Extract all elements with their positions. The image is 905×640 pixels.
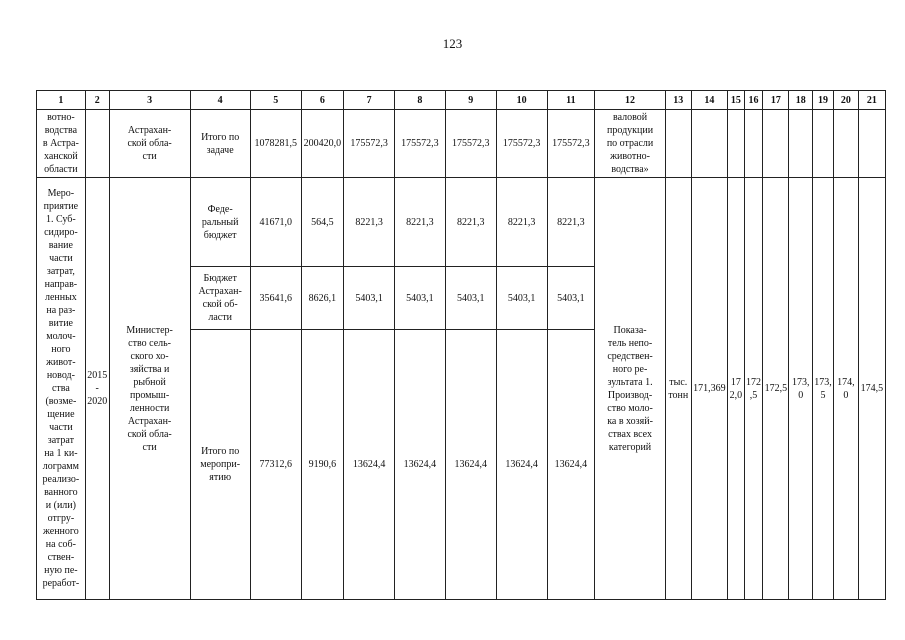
header-row (37, 91, 886, 110)
header-cell-15: 15 (728, 91, 745, 110)
indicator-2021: 174,5 (858, 178, 885, 600)
header-cell-21: 21 (858, 91, 885, 110)
measure-unit-cell: тыс. тонн (665, 178, 691, 600)
task-value-2015: 200420,0 (301, 110, 344, 178)
measure-total-label: Итого по меропри- ятию (190, 330, 250, 600)
measure-period-cell: 2015 - 2020 (85, 178, 109, 600)
task-value-2018: 175572,3 (445, 110, 496, 178)
task-empty-19 (813, 110, 834, 178)
task-value-2016: 175572,3 (344, 110, 395, 178)
task-empty-14 (691, 110, 727, 178)
task-executor-cell: Астрахан- ской обла- сти (109, 110, 190, 178)
header-cell-11: 11 (547, 91, 595, 110)
federal-value-2019: 8221,3 (496, 178, 547, 267)
header-cell-10: 10 (496, 91, 547, 110)
federal-budget-label: Феде- ральный бюджет (190, 178, 250, 267)
regional-value-2018: 5403,1 (445, 267, 496, 330)
header-cell-19: 19 (813, 91, 834, 110)
indicator-2020: 174,0 (833, 178, 858, 600)
task-empty-15 (728, 110, 745, 178)
header-cell-2: 2 (85, 91, 109, 110)
task-empty-13 (665, 110, 691, 178)
measure-total-value-2018: 13624,4 (445, 330, 496, 600)
measure-total-value-2017: 13624,4 (395, 330, 446, 600)
header-cell-12: 12 (595, 91, 666, 110)
budget-table (36, 90, 886, 600)
regional-value-2016: 5403,1 (344, 267, 395, 330)
regional-budget-label: Бюджет Астрахан- ской об- ласти (190, 267, 250, 330)
indicator-2017: 172,5 (763, 178, 789, 600)
federal-value-2016: 8221,3 (344, 178, 395, 267)
measure-total-value-2020: 13624,4 (547, 330, 595, 600)
regional-value-total: 35641,6 (250, 267, 301, 330)
task-empty-17 (763, 110, 789, 178)
header-cell-17: 17 (763, 91, 789, 110)
header-cell-6: 6 (301, 91, 344, 110)
measure-total-value-2019: 13624,4 (496, 330, 547, 600)
task-empty-21 (858, 110, 885, 178)
task-total-row (37, 110, 886, 178)
task-source-cell: Итого по задаче (190, 110, 250, 178)
federal-value-2018: 8221,3 (445, 178, 496, 267)
federal-budget-row (37, 178, 886, 267)
header-cell-5: 5 (250, 91, 301, 110)
header-cell-14: 14 (691, 91, 727, 110)
regional-value-2015: 8626,1 (301, 267, 344, 330)
federal-value-2020: 8221,3 (547, 178, 595, 267)
measure-name-cell: Меро- приятие 1. Суб- сидиро- вание части затрат, направ- ленных на раз- витие молоч- ного живот- новод- ства (возме- щение части затрат на 1 ки- лограмм реализо- ванного и (или) отгру- женного на соб- ствен- ную пе- реработ- (37, 178, 86, 600)
task-empty-16 (744, 110, 763, 178)
indicator-2016: 172,5 (744, 178, 763, 600)
measure-total-value-total: 77312,6 (250, 330, 301, 600)
indicator-2015: 172,0 (728, 178, 745, 600)
page-number: 123 (442, 36, 463, 51)
task-period-cell (85, 110, 109, 178)
header-cell-16: 16 (744, 91, 763, 110)
task-name-cell: вотно- водства в Астра- ханской области (37, 110, 86, 178)
header-cell-4: 4 (190, 91, 250, 110)
header-cell-9: 9 (445, 91, 496, 110)
indicator-base-value: 171,369 (691, 178, 727, 600)
federal-value-2017: 8221,3 (395, 178, 446, 267)
federal-value-2015: 564,5 (301, 178, 344, 267)
task-value-2019: 175572,3 (496, 110, 547, 178)
measure-total-value-2015: 9190,6 (301, 330, 344, 600)
header-cell-20: 20 (833, 91, 858, 110)
federal-value-total: 41671,0 (250, 178, 301, 267)
regional-value-2019: 5403,1 (496, 267, 547, 330)
header-cell-18: 18 (789, 91, 813, 110)
header-cell-7: 7 (344, 91, 395, 110)
task-empty-18 (789, 110, 813, 178)
measure-total-value-2016: 13624,4 (344, 330, 395, 600)
task-value-2017: 175572,3 (395, 110, 446, 178)
header-cell-1: 1 (37, 91, 86, 110)
task-value-total: 1078281,5 (250, 110, 301, 178)
measure-executor-cell: Министер- ство сель- ского хо- зяйства и рыбной промыш- ленности Астрахан- ской обла- сти (109, 178, 190, 600)
header-cell-3: 3 (109, 91, 190, 110)
regional-value-2017: 5403,1 (395, 267, 446, 330)
header-cell-8: 8 (395, 91, 446, 110)
task-indicator-cell: валовой продукции по отрасли животно- водства» (595, 110, 666, 178)
task-empty-20 (833, 110, 858, 178)
task-value-2020: 175572,3 (547, 110, 595, 178)
header-cell-13: 13 (665, 91, 691, 110)
indicator-2018: 173,0 (789, 178, 813, 600)
indicator-2019: 173,5 (813, 178, 834, 600)
regional-value-2020: 5403,1 (547, 267, 595, 330)
measure-indicator-cell: Показа- тель непо- средствен- ного ре- зультата 1. Производ- ство моло- ка в хозяй- ствах всех категорий (595, 178, 666, 600)
